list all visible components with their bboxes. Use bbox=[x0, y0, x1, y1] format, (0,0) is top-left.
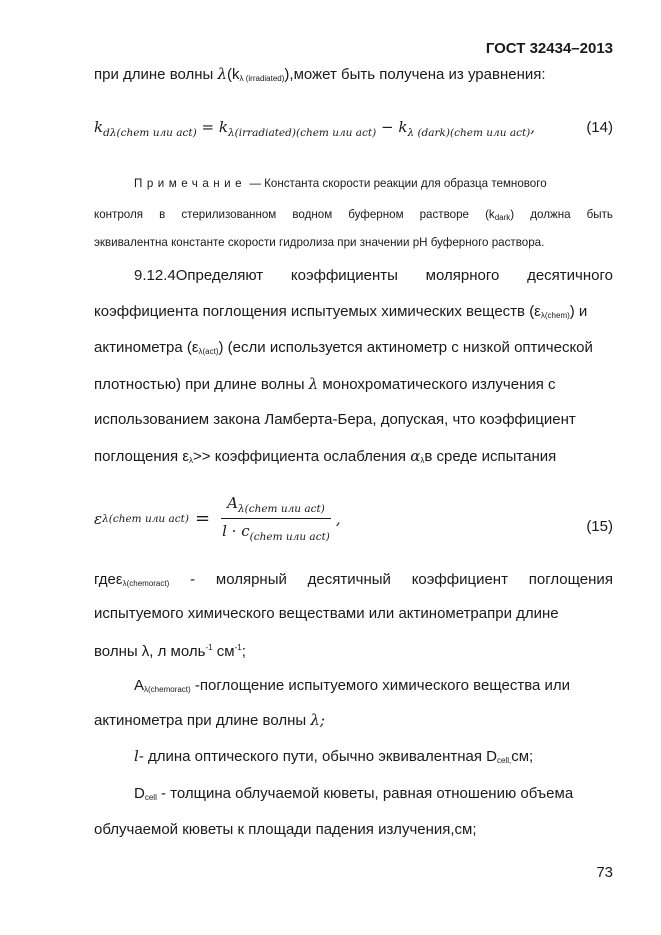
def-path-length: l- длина оптического пути, обычно эквивалентная $D_{cell,}см$; bbox=[134, 747, 534, 765]
note-line-1: Примечание — Константа скорости реакции для образца темнового bbox=[134, 177, 547, 190]
note-line-3: эквивалентна константе скорости гидролиза при значении pH буферного раствора. bbox=[94, 236, 545, 249]
equation-14: $k_{d\lambda(chem или act)} = k_{\lambda(irradiated)(chem или act)} - k_{\lambda (dark)(chem или act)}$, bbox=[94, 118, 536, 139]
k-dark: $(k_{dark})$ bbox=[485, 208, 515, 222]
def-epsilon-line-2: испытуемого химического веществами или актинометрапри длине bbox=[94, 605, 559, 622]
para-9124-line-5: использованием закона Ламберта-Бера, допуская, что коэффициент bbox=[94, 411, 576, 428]
def-absorbance-line-2: актинометра при длине волны λ; bbox=[94, 711, 325, 729]
def-epsilon-line-3: волны λ, л моль$^{-1}$ $см^{-1}$; bbox=[94, 643, 246, 660]
note-line-2: контроля в стерилизованном водном буферном растворе $(k_{dark})$ должна быть bbox=[94, 207, 613, 226]
para-9124-line-6: поглощения $\varepsilon_\lambda>>$ коэффициента ослабления $\alpha_\lambda в$ среде испытания bbox=[94, 447, 557, 465]
standard-header: ГОСТ 32434–2013 bbox=[485, 40, 613, 57]
page-number: 73 bbox=[596, 864, 613, 881]
para-9124-line-3: актинометра $(\varepsilon_{\lambda(act)})$ (если используется актинометр с низкой оптической bbox=[94, 339, 593, 356]
para-9124-line-2: коэффициента поглощения испытуемых химических веществ $(\varepsilon_{\lambda(chem)})$ и bbox=[94, 303, 588, 320]
def-cell-thickness-line-1: $D_{cell}$ - толщина облучаемой кюветы, равная отношению объема bbox=[134, 785, 574, 802]
equation-15-fraction: $\frac{A_{\lambda(chem или act)}}{l \cdot c_{(chem или act)}}$ bbox=[222, 494, 330, 543]
def-absorbance-line-1: $A_{\lambda(chemoract)}$ -поглощение испытуемого химического вещества или bbox=[134, 677, 571, 694]
equation-15: ε λ(chem или act) = $\frac{A_{\lambda(chem или act)}}{l \cdot c_{(chem или act)}}$ , bbox=[94, 494, 341, 543]
para-9124-line-1: 9.12.4Определяют коэффициенты молярного десятичного bbox=[134, 267, 613, 284]
def-epsilon-line-1: гдеε$_{\lambda(chemoract)}$ - молярный десятичный коэффициент поглощения bbox=[94, 571, 613, 588]
intro-line: при длине волны $\lambda(k_{\lambda (irradiated)}),может$ быть получена из уравнения: bbox=[94, 65, 546, 83]
def-cell-thickness-line-2: облучаемой кюветы к площади падения излучения,см; bbox=[94, 821, 477, 838]
para-9124-line-4: плотностью) при длине волны λ монохроматического излучения с bbox=[94, 375, 556, 393]
equation-14-number: (14) bbox=[586, 119, 613, 136]
equation-15-number: (15) bbox=[586, 518, 613, 535]
